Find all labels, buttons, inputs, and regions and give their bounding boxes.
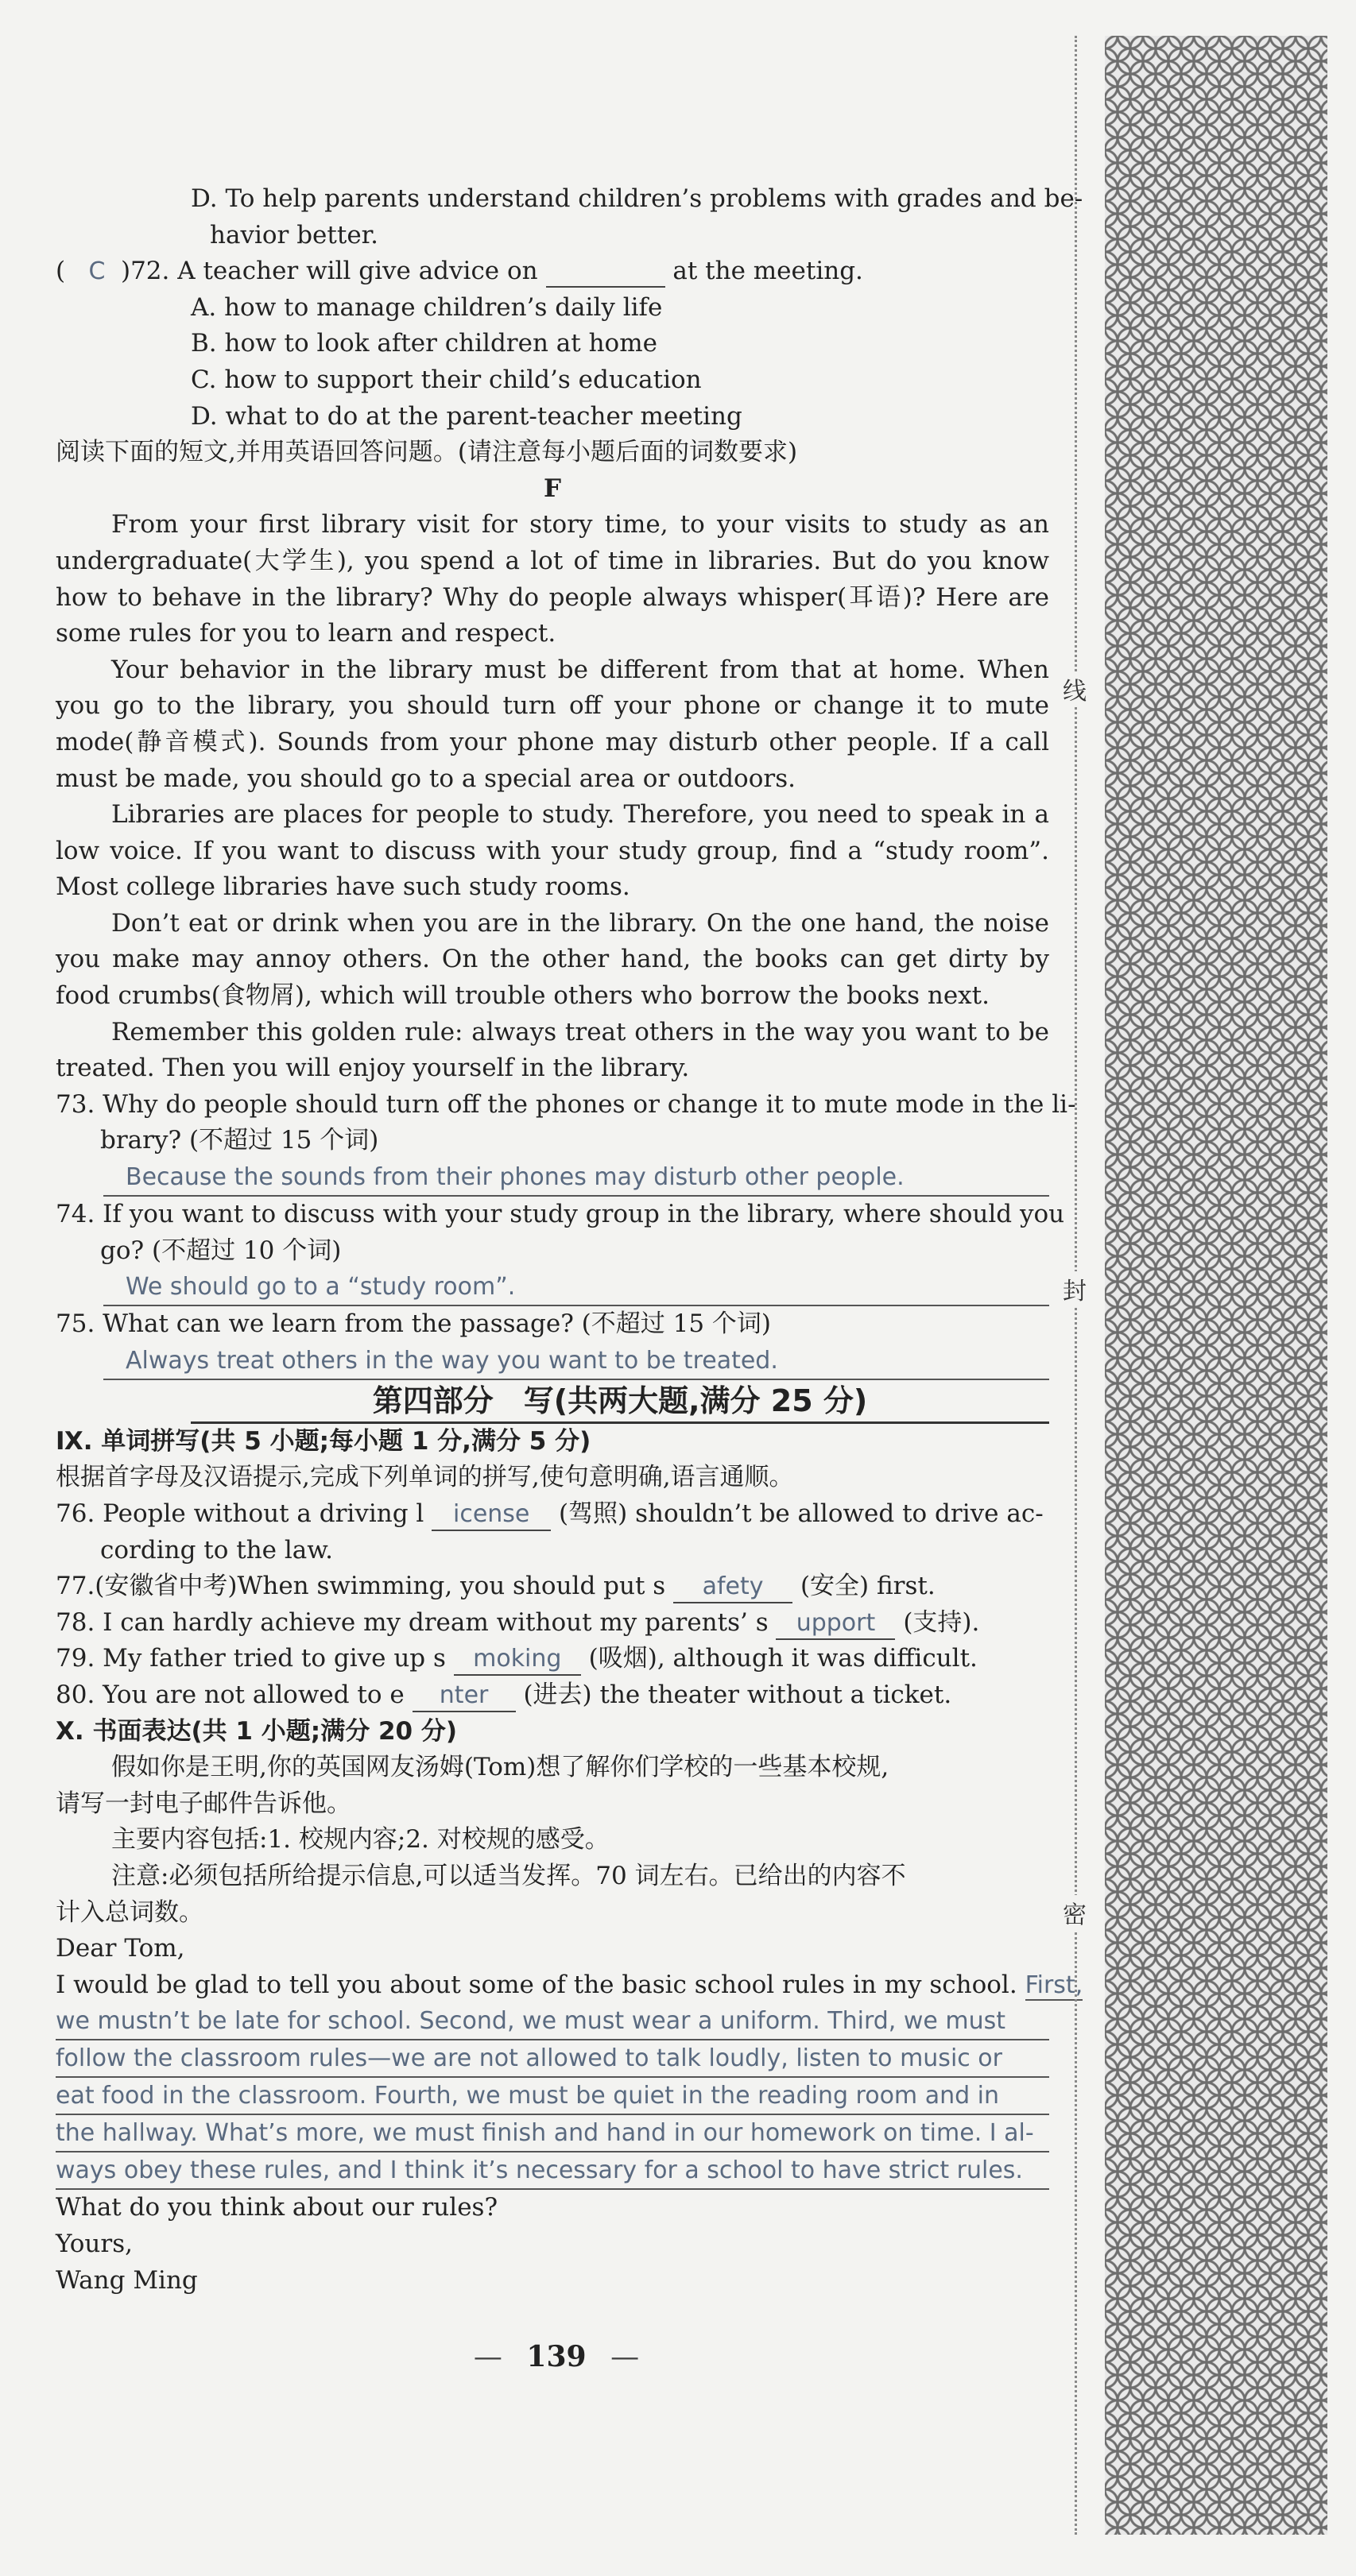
passage-paragraph-5: Remember this golden rule: always treat others in the way you want to be treated. Then you will enjoy yourself in the library. (56, 1017, 1049, 1083)
q72-blank (546, 256, 665, 288)
item-76-answer: icense (432, 1499, 551, 1531)
passage-paragraph-4: Don’t eat or drink when you are in the library. On the one hand, the noise you make may annoy others. On the other hand, the books can get dirty by food crumbs(食物屑), which will trouble others who borrow the books next. (56, 908, 1049, 1011)
decorative-binding-strip (1105, 36, 1327, 2535)
q72-answer: C (88, 257, 106, 286)
worksheet-page (56, 181, 1083, 2299)
item-80-before: 80. You are not allowed to e (56, 1680, 405, 1709)
essay-body (56, 2003, 1049, 2190)
essay-line: follow the classroom rules—we are not allowed to talk loudly, listen to music or (56, 2040, 1049, 2078)
answer-75: Always treat others in the way you want to be treated. (103, 1343, 1049, 1380)
essay-line: eat food in the classroom. Fourth, we must be quiet in the reading room and in (56, 2078, 1049, 2115)
item-78-before: 78. I can hardly achieve my dream without my parents’ s (56, 1607, 769, 1637)
answer-73: Because the sounds from their phones may disturb other people. (103, 1159, 1049, 1197)
essay-line1-tail: First, (1025, 1971, 1083, 1999)
item-78-after: (支持). (903, 1607, 980, 1637)
letter-opening-text: I would be glad to tell you about some of the basic school rules in my school. (56, 1970, 1017, 1999)
part4-title: 第四部分 写(共两大题,满分 25 分) (191, 1380, 1049, 1424)
section10-prompt-line1: 假如你是王明,你的英国网友汤姆(Tom)想了解你们学校的一些基本校规, (111, 1753, 889, 1782)
section10-prompt-line2: 请写一封电子邮件告诉他。 (56, 1789, 351, 1818)
section10-title: Ⅹ. 书面表达(共 1 小题;满分 20 分) (56, 1716, 458, 1746)
section9-title: Ⅸ. 单词拼写(共 5 小题;每小题 1 分,满分 5 分) (56, 1426, 591, 1456)
letter-sign-off: Yours, (56, 2229, 133, 2258)
letter-signature: Wang Ming (56, 2265, 198, 2295)
question-75 (56, 1306, 1049, 1380)
question-73-line1: 73. Why do people should turn off the phones or change it to mute mode in the li- (56, 1089, 1076, 1119)
page-number-text: 139 (526, 2340, 587, 2373)
side-mark-mi: 密 (1056, 1895, 1094, 1930)
essay-line: ways obey these rules, and I think it’s necessary for a school to have strict rules. (56, 2152, 1049, 2190)
side-mark-feng: 封 (1056, 1271, 1094, 1306)
item-79 (56, 1641, 1049, 1677)
item-77 (56, 1568, 1049, 1605)
question-74 (56, 1197, 1065, 1306)
q72-stem-before: )72. A teacher will give advice on (120, 257, 538, 286)
page-dash-right: — (610, 2341, 640, 2373)
item-79-answer: moking (454, 1644, 581, 1676)
section10-note-line2: 计入总词数。 (56, 1897, 203, 1927)
section10-content: 主要内容包括:1. 校规内容;2. 对校规的感受。 (111, 1825, 610, 1855)
essay-line: we mustn’t be late for school. Second, we must wear a uniform. Third, we must (56, 2003, 1049, 2040)
q72-stem (56, 253, 1049, 290)
question-74-line2: go? (不超过 10 个词) (100, 1236, 342, 1265)
item-76 (56, 1496, 1049, 1568)
passage-paragraph-1: From your first library visit for story time, to your visits to study as an undergraduate(大学生), you spend a lot of time in libraries. But do you know how to behave in the library? Why do people always whisper(耳语)? Here are some rules for you to learn and respect. (56, 510, 1049, 648)
letter-opening (56, 1967, 1083, 2004)
q72-option-c: C. how to support their child’s education (191, 365, 702, 394)
q72-option-a: A. how to manage children’s daily life (191, 292, 663, 322)
question-73-line2: brary? (不超过 15 个词) (100, 1126, 379, 1155)
question-75-line1: 75. What can we learn from the passage? (不超过 15 个词) (56, 1309, 772, 1339)
item-79-after: (吸烟), although it was difficult. (588, 1644, 978, 1673)
answer-74: We should go to a “study room”. (103, 1269, 1049, 1306)
page-number (469, 2340, 644, 2373)
item-80-answer: nter (413, 1681, 516, 1712)
letter-greeting: Dear Tom, (56, 1934, 185, 1963)
passage-paragraph-2: Your behavior in the library must be different from that at home. When you go to the library, you should turn off your phone or change it to mute mode(静音模式). Sounds from your phone may disturb other people. If a call must be made, you should go to a special area or outdoors. (56, 655, 1049, 793)
q72-option-d: D. what to do at the parent-teacher meeting (191, 401, 742, 431)
item-77-before: 77.(安徽省中考)When swimming, you should put s (56, 1572, 666, 1601)
question-74-line1: 74. If you want to discuss with your study group in the library, where should you (56, 1200, 1065, 1229)
question-73 (56, 1087, 1076, 1197)
passage-paragraph-3: Libraries are places for people to study. Therefore, you need to speak in a low voice. If you want to discuss with your study group, find a “study room”. Most college libraries have such study rooms. (56, 800, 1049, 902)
item-80-after: (进去) the theater without a ticket. (523, 1680, 952, 1709)
letter-closing-question: What do you think about our rules? (56, 2193, 498, 2222)
item-76-before: 76. People without a driving l (56, 1499, 424, 1528)
q72-stem-after: at the meeting. (672, 257, 863, 286)
item-79-before: 79. My father tried to give up s (56, 1644, 446, 1673)
item-80 (56, 1677, 1049, 1714)
q71-option-d-line1: D. To help parents understand children’s problems with grades and be- (191, 184, 1083, 213)
section10-note-line1: 注意:必须包括所给提示信息,可以适当发挥。70 词左右。已给出的内容不 (111, 1861, 906, 1890)
section9-instruction: 根据首字母及汉语提示,完成下列单词的拼写,使句意明确,语言通顺。 (56, 1463, 794, 1492)
item-77-after: (安全) first. (800, 1572, 936, 1601)
instruction-f: 阅读下面的短文,并用英语回答问题。(请注意每小题后面的词数要求) (56, 438, 798, 467)
item-78 (56, 1605, 1049, 1642)
item-76-line2: cording to the law. (100, 1535, 333, 1565)
q71-option-d-line2: havior better. (210, 220, 378, 249)
passage-letter: F (543, 474, 561, 503)
item-76-after: (驾照) shouldn’t be allowed to drive ac- (559, 1499, 1044, 1528)
item-77-answer: afety (673, 1572, 792, 1603)
passage-f (56, 507, 1049, 1087)
side-mark-xian: 线 (1056, 671, 1094, 706)
essay-line: the hallway. What’s more, we must finish and hand in our homework on time. I al- (56, 2115, 1049, 2152)
q72-open-paren: ( (56, 257, 66, 286)
item-78-answer: upport (776, 1608, 895, 1640)
q72-option-b: B. how to look after children at home (191, 329, 657, 358)
page-dash-left: — (473, 2341, 502, 2373)
